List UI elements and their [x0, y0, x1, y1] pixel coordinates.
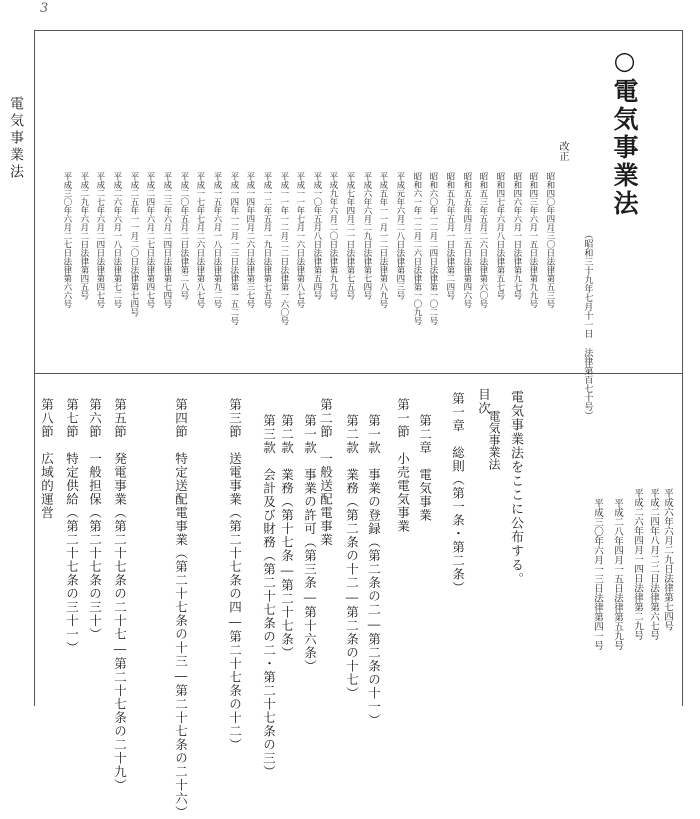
toc-item: 第四節 特定送配電事業（第二十七条の十三―第二十七条の二十六） — [173, 398, 189, 819]
amendment-entry: 平成一七年七月二六日法律第八七号 — [194, 172, 205, 308]
amendment-entry: 平成二〇年五月二日法律第二八号 — [178, 172, 189, 300]
running-head: 電気事業法 — [8, 96, 24, 181]
amendment-entry: 平成二九年六月二日法律第四五号 — [78, 172, 89, 300]
amendment-entry: 平成一一年一二月二二日法律第一六〇号 — [278, 172, 289, 325]
amendment-entry: 平成六年六月二九日法律第七四号 — [361, 172, 372, 300]
toc-item: 第七節 特定供給（第二十七条の三十一） — [64, 398, 80, 655]
toc-item: 第一節 小売電気事業 — [395, 398, 411, 533]
amendment-entry: 平成二五年一一月二〇日法律第七四号 — [128, 172, 139, 317]
amendment-entry: 平成一四年一二月一三日法律第一五二号 — [228, 172, 239, 325]
toc-item: 第一款 事業の許可（第三条―第十六条） — [302, 414, 318, 673]
amendment-entry: 平成九年六月二〇日法律第九九号 — [327, 172, 338, 300]
amendment-entry: 平成二六年六月一八日法律第七二号 — [111, 172, 122, 308]
promulgation-statement: 電気事業法をここに公布する。 — [508, 390, 523, 586]
bottom-amendment-entry: 平成二四年八月二二日法律第六七号 — [647, 488, 659, 640]
bottom-amendment-entry: 平成二六年四月一四日法律第二九号 — [631, 488, 643, 640]
amendment-entry: 昭和四七年六月八日法律第五七号 — [494, 172, 505, 300]
amendment-label: 改正 — [557, 141, 568, 161]
bottom-amendment-entry: 平成三〇年六月一三日法律第四一号 — [591, 498, 603, 650]
law-name: 電気事業法 — [487, 410, 501, 470]
toc-item: 第三節 送電事業（第二十七条の四―第二十七条の十二） — [227, 398, 243, 752]
toc-item: 第二款 業務（第二条の十二―第二条の十七） — [344, 414, 360, 700]
amendment-entry: 平成一一年七月一六日法律第八七号 — [294, 172, 305, 308]
law-title: ○電気事業法 — [610, 46, 639, 218]
amendment-entry: 平成一二年五月一九日法律第七五号 — [261, 172, 272, 308]
amendment-entry: 平成三〇年六月二七日法律第六六号 — [61, 172, 72, 308]
toc-item: 第一章 総則（第一条・第二条） — [450, 392, 466, 595]
toc-item: 第八節 広域的運営 — [39, 398, 55, 520]
bottom-amendment-entry: 平成六年六月二九日法律第七四号 — [661, 488, 673, 631]
amendment-entry: 平成元年六月二八日法律第四三号 — [394, 172, 405, 300]
toc-heading: 目次 — [476, 388, 492, 415]
toc-item: 第五節 発電事業（第二十七条の二十七―第二十七条の二十九） — [112, 398, 128, 792]
amendment-entry: 平成五年一一月一二日法律第八九号 — [377, 172, 388, 308]
toc-item: 第三款 会計及び財務（第二十七条の二・第二十七条の三） — [261, 414, 277, 779]
toc-item: 第一款 事業の登録（第二条の二―第二条の十一） — [366, 414, 382, 727]
amendment-entry: 平成一〇年五月八日法律第五四号 — [311, 172, 322, 300]
law-number: （昭和三十九年七月十一日 法律第百七十号） — [582, 230, 593, 420]
bottom-amendment-entry: 平成二八年四月一五日法律第五九号 — [611, 498, 623, 650]
toc-item: 第二款 業務（第十七条―第二十七条） — [279, 414, 295, 660]
amendment-entry: 昭和五五年四月二五日法律第四六号 — [461, 172, 472, 308]
amendment-entry: 平成二四年六月二七日法律第四七号 — [144, 172, 155, 308]
amendment-entry: 昭和六〇年一二月二四日法律第一〇二号 — [427, 172, 438, 325]
amendment-entry: 昭和四六年六月一日法律第九七号 — [511, 172, 522, 300]
amendment-entry: 昭和四三年六月一五日法律第九九号 — [527, 172, 538, 308]
toc-item: 第二節 一般送配電事業 — [318, 398, 334, 547]
toc-item: 第六節 一般担保（第二十七条の三十） — [87, 398, 103, 641]
amendment-entry: 昭和六一年一二月二六日法律第一〇九号 — [411, 172, 422, 325]
amendment-entry: 昭和四〇年四月三〇日法律第五三号 — [544, 172, 555, 308]
amendment-entry: 平成二三年六月二四日法律第七四号 — [161, 172, 172, 308]
amendment-entry: 昭和五九年五月一日法律第二四号 — [444, 172, 455, 300]
amendment-entry: 平成一四年四月二六日法律第三七号 — [244, 172, 255, 308]
amendment-entry: 平成二七年六月二四日法律第四七号 — [94, 172, 105, 308]
amendment-entry: 昭和五三年五月二六日法律第六〇号 — [477, 172, 488, 308]
amendment-entry: 平成七年四月二一日法律第七五号 — [344, 172, 355, 300]
toc-item: 第二章 電気事業 — [417, 414, 433, 522]
amendment-entry: 平成一五年六月一八日法律第九二号 — [211, 172, 222, 308]
page-number: 3 — [40, 1, 49, 16]
